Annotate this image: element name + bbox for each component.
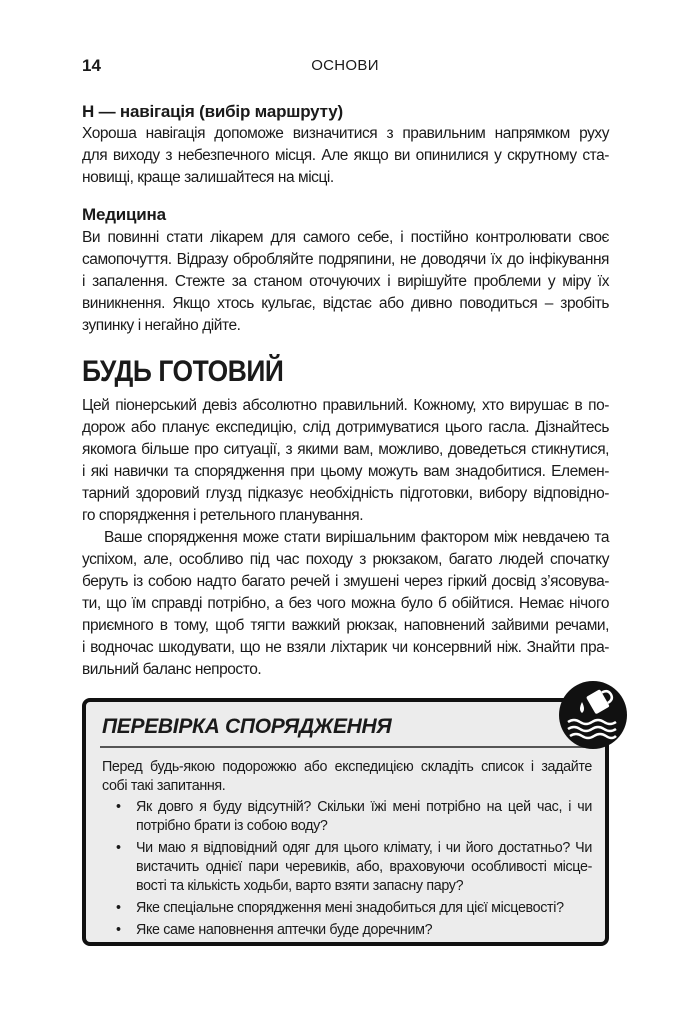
list-item: [102, 899, 592, 918]
list-item: [102, 839, 592, 896]
text-line: Яке спеціальне спорядження мені знадобиться для цієї місцевості?: [136, 900, 564, 916]
text-line: самопочуття. Відразу обробляйте подряпини, не доводячи їх до інфікування: [82, 251, 609, 268]
text-line: Цей піонерський девіз абсолютно правильний. Кожному, хто вирушає в по-: [82, 397, 609, 414]
text-line: і водночас шкодувати, що не взяли ліхтарик чи консервний ніж. Знайти пра-: [82, 639, 609, 656]
text-line: успіхом, але, особливо під час походу з рюкзаком, багато людей спочатку: [82, 551, 609, 568]
text-line: новищі, краще залишайтеся на місці.: [82, 169, 334, 186]
bullet-icon: •: [116, 799, 121, 815]
prepared-paragraph-2: [82, 527, 609, 681]
list-item: [102, 921, 592, 940]
gear-check-intro: [102, 758, 592, 796]
water-cup-icon: [558, 680, 628, 750]
bullet-icon: •: [116, 900, 121, 916]
gear-check-title: ПЕРЕВІРКА СПОРЯДЖЕННЯ: [102, 715, 392, 738]
running-title: ОСНОВИ: [311, 57, 379, 74]
text-line: тарний здоровий глузд підказує необхідність підготовки, вибору відповідно-: [82, 485, 609, 502]
medicine-paragraph: [82, 227, 609, 337]
bullet-icon: •: [116, 840, 121, 856]
navigation-heading: Н — навігація (вибір маршруту): [82, 102, 343, 121]
text-line: зупинку і негайно дійте.: [82, 317, 241, 334]
text-line: Яке саме наповнення аптечки буде доречним?: [136, 922, 433, 938]
text-line: Чи маю я відповідний одяг для цього клімату, і чи його достатньо? Чи: [136, 840, 592, 856]
text-line: потрібно брати із собою воду?: [136, 818, 328, 834]
text-line: собі такі запитання.: [102, 778, 226, 794]
text-line: Ваше спорядження може стати вирішальним фактором між невдачею та: [104, 529, 609, 546]
text-line: приємного в тому, щоб тягти важкий рюкзак, наповнений зайвими речами,: [82, 617, 609, 634]
list-item: [102, 798, 592, 836]
text-line: Ви повинні стати лікарем для самого себе, і постійно контролювати своє: [82, 229, 609, 246]
text-line: дорож або планує експедицію, слід дотримуватися цього гасла. Дізнайтесь: [82, 419, 609, 436]
text-line: ти, що їм справді потрібно, а без чого можна було б обійтися. Немає нічого: [82, 595, 609, 612]
text-line: го спорядження і ретельного планування.: [82, 507, 364, 524]
text-line: Хороша навігація допоможе визначитися з правильним напрямком руху: [82, 125, 609, 142]
navigation-paragraph: [82, 123, 609, 189]
text-line: якомога більше про ситуації, з якими вам, можливо, доведеться стикнутися,: [82, 441, 609, 458]
gear-check-box: [82, 698, 609, 946]
text-line: для виходу з небезпечного місця. Але якщо ви опинилися у скрутному ста-: [82, 147, 609, 164]
text-line: і які навички та спорядження при цьому можуть вам знадобитися. Елемен-: [82, 463, 609, 480]
gear-check-list: [102, 798, 592, 943]
medicine-heading: Медицина: [82, 205, 166, 224]
text-line: вості та кількість ходьби, варто взяти запасну пару?: [136, 878, 464, 894]
section-heading: БУДЬ ГОТОВИЙ: [82, 355, 284, 388]
text-line: беруть із собою надто багато речей і змушені через гіркий досвід з’ясовува-: [82, 573, 609, 590]
page-number: 14: [82, 56, 101, 75]
bullet-icon: •: [116, 922, 121, 938]
title-divider: [100, 746, 591, 748]
text-line: вильний баланс непросто.: [82, 661, 262, 678]
text-line: і запалення. Стежте за станом оточуючих і вирішуйте проблеми у міру їх: [82, 273, 609, 290]
text-line: вистачить однієї пари черевиків, або, враховуючи особливості місце-: [136, 859, 592, 875]
text-line: Перед будь-якою подорожжю або експедицією складіть список і задайте: [102, 759, 592, 775]
text-line: виникнення. Якщо хтось кульгає, відстає або дивно поводиться – зробіть: [82, 295, 609, 312]
text-line: Як довго я буду відсутній? Скільки їжі мені потрібно на цей час, і чи: [136, 799, 592, 815]
prepared-paragraph-1: [82, 395, 609, 527]
